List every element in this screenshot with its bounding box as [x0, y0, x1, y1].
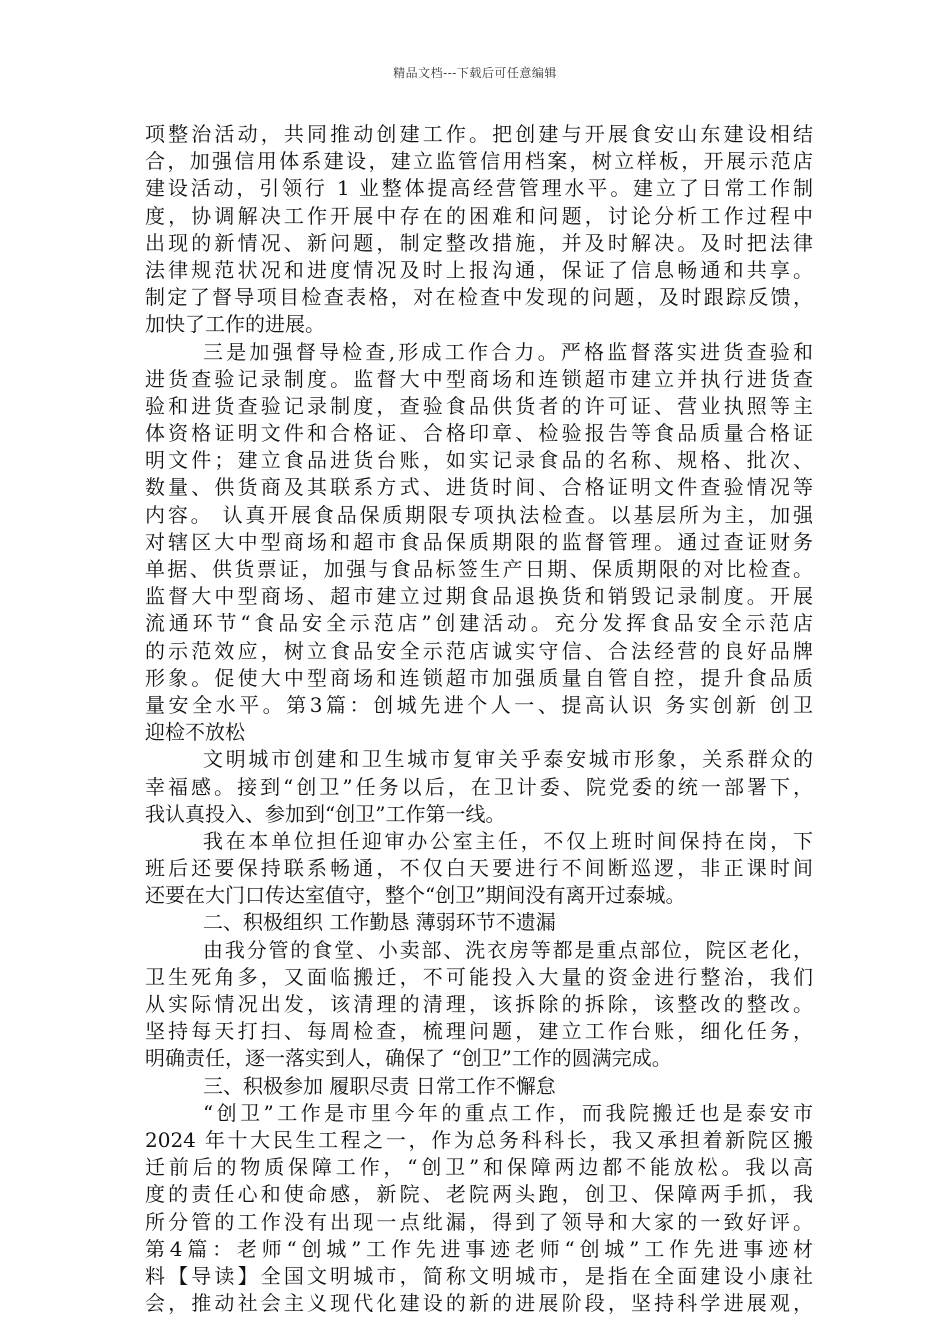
- text-line: “创卫”工作是市里今年的重点工作，而我院搬迁也是泰安市: [203, 1100, 813, 1125]
- text-line: 内容。 认真开展食品保质期限专项执法检查。以基层所为主，加强: [145, 502, 813, 527]
- text-line: 度的责任心和使命感，新院、老院两头跑，创卫、保障两手抓，我: [145, 1182, 813, 1207]
- text-line: 的示范效应，树立食品安全示范店诚实守信、合法经营的良好品牌: [145, 638, 813, 663]
- text-line: 明文件；建立食品进货台账，如实记录食品的名称、规格、批次、: [145, 448, 813, 473]
- text-line: 对辖区大中型商场和超市食品保质期限的监督管理。通过查证财务: [145, 529, 813, 554]
- text-line: 度，协调解决工作开展中存在的困难和问题，讨论分析工作过程中: [145, 203, 813, 228]
- text-line: 出现的新情况、新问题，制定整改措施，并及时解决。及时把法律: [145, 230, 813, 255]
- text-line: 形象。促使大中型商场和连锁超市加强质量自管自控，提升食品质: [145, 665, 813, 690]
- text-line: 进货查验记录制度。监督大中型商场和连锁超市建立并执行进货查: [145, 366, 813, 391]
- text-line: 项整治活动，共同推动创建工作。把创建与开展食安山东建设相结: [145, 122, 813, 146]
- text-line: 三是加强督导检查,形成工作合力。严格监督落实进货查验和: [203, 339, 813, 364]
- text-line: 验和进货查验记录制度，查验食品供货者的许可证、营业执照等主: [145, 393, 813, 418]
- text-line: 三、积极参加 履职尽责 日常工作不懈怠: [203, 1073, 556, 1098]
- text-line: 所分管的工作没有出现一点纰漏，得到了领导和大家的一致好评。: [145, 1209, 813, 1234]
- text-line: 2024 年十大民生工程之一，作为总务科科长，我又承担着新院区搬: [145, 1127, 813, 1152]
- text-line: 第4篇：老师“创城”工作先进事迹老师“创城”工作先进事迹材: [145, 1236, 813, 1261]
- text-line: 坚持每天打扫、每周检查，梳理问题，建立工作台账，细化任务，: [145, 1019, 813, 1044]
- text-line: 合，加强信用体系建设，建立监管信用档案，树立样板，开展示范店: [145, 149, 813, 174]
- text-line: 由我分管的食堂、小卖部、洗衣房等都是重点部位，院区老化，: [203, 937, 813, 962]
- text-line: 料【导读】全国文明城市，简称文明城市，是指在全面建设小康社: [145, 1263, 813, 1288]
- text-line: 数量、供货商及其联系方式、进货时间、合格证明文件查验情况等: [145, 475, 813, 500]
- text-line: 明确责任，逐一落实到人，确保了 “创卫”工作的圆满完成。: [145, 1046, 672, 1071]
- text-line: 班后还要保持联系畅通，不仅白天要进行不间断巡逻，非正课时间: [145, 856, 813, 881]
- text-line: 文明城市创建和卫生城市复审关乎泰安城市形象，关系群众的: [203, 747, 813, 772]
- text-line: 卫生死角多，又面临搬迁，不可能投入大量的资金进行整治，我们: [145, 964, 813, 989]
- page-header: 精品文档---下载后可任意编辑: [393, 66, 557, 80]
- text-line: 建设活动，引领行 1 业整体提高经营管理水平。建立了日常工作制: [145, 176, 813, 201]
- text-line: 我认真投入、参加到“创卫”工作第一线。: [145, 801, 506, 826]
- text-line: 我在本单位担任迎审办公室主任，不仅上班时间保持在岗，下: [203, 828, 813, 853]
- text-line: 加快了工作的进展。: [145, 312, 325, 337]
- text-line: 会，推动社会主义现代化建设的新的进展阶段，坚持科学进展观，: [145, 1291, 813, 1316]
- text-line: 体资格证明文件和合格证、合格印章、检验报告等食品质量合格证: [145, 421, 813, 446]
- text-line: 监督大中型商场、超市建立过期食品退换货和销毁记录制度。开展: [145, 584, 813, 609]
- text-line: 流通环节“食品安全示范店”创建活动。充分发挥食品安全示范店: [145, 611, 813, 636]
- text-line: 迁前后的物质保障工作，“创卫”和保障两边都不能放松。我以高: [145, 1155, 813, 1180]
- text-line: 迎检不放松: [145, 720, 245, 745]
- text-line: 还要在大门口传达室值守，整个“创卫”期间没有离开过泰城。: [145, 883, 686, 908]
- text-line: 二、积极组织 工作勤恳 薄弱环节不遗漏: [203, 910, 556, 935]
- text-line: 量安全水平。第3篇：创城先进个人一、提高认识 务实创新 创卫: [145, 692, 813, 717]
- text-line: 幸福感。接到“创卫”任务以后，在卫计委、院党委的统一部署下，: [145, 774, 813, 799]
- text-line: 法律规范状况和进度情况及时上报沟通，保证了信息畅通和共享。: [145, 257, 813, 282]
- document-body: [145, 121, 813, 1317]
- text-line: 制定了督导项目检查表格，对在检查中发现的问题，及时跟踪反馈，: [145, 285, 813, 310]
- text-line: 单据、供货票证，加强与食品标签生产日期、保质期限的对比检查。: [145, 557, 813, 581]
- text-line: 从实际情况出发，该清理的清理，该拆除的拆除，该整改的整改。: [145, 992, 813, 1016]
